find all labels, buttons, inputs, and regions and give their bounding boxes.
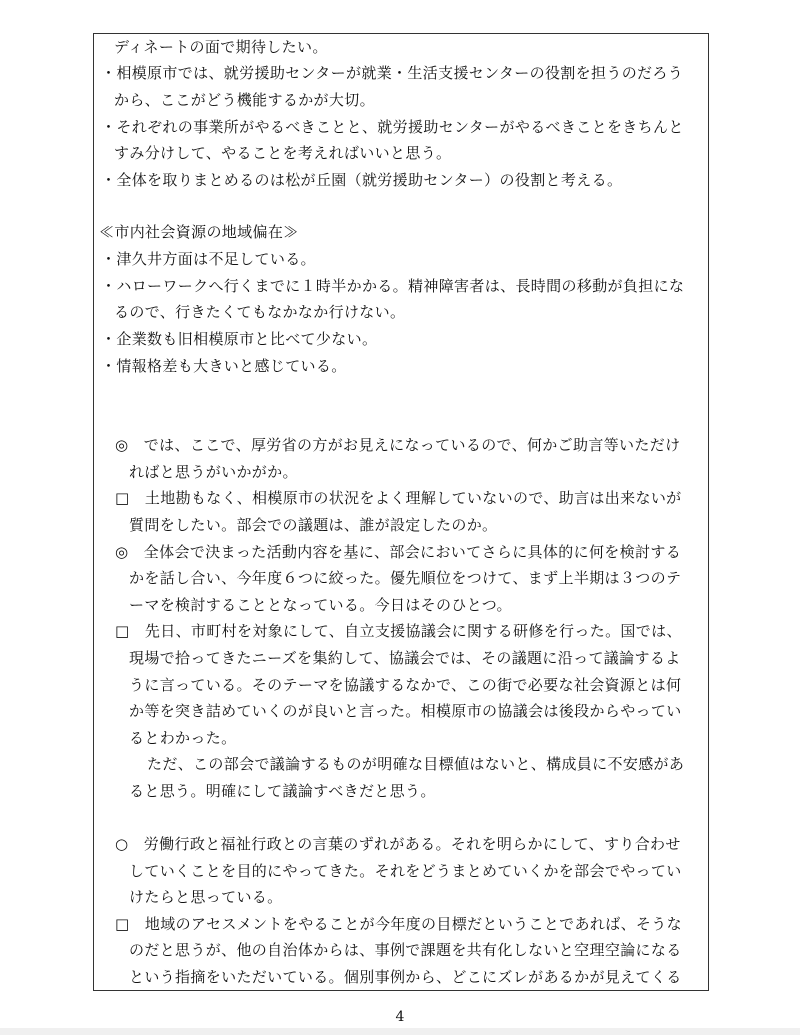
document-frame <box>93 33 709 991</box>
text-line: という指摘をいただいている。個別事例から、どこにズレがあるかが見えてくる <box>129 968 682 986</box>
text-line: ・相模原市では、就労援助センターが就業・生活支援センターの役割を担うのだろう <box>101 64 684 82</box>
text-line: ると思う。明確にして議論すべきだと思う。 <box>129 782 436 800</box>
text-line: ただ、この部会で議論するものが明確な目標値はないと、構成員に不安感があ <box>147 755 685 773</box>
text-line: ・全体を取りまとめるのは松が丘園（就労援助センター）の役割と考える。 <box>101 171 623 189</box>
text-line: かを話し合い、今年度６つに絞った。優先順位をつけて、まず上半期は３つのテ <box>129 569 682 587</box>
text-line: ○ 労働行政と福祉行政との言葉のずれがある。それを明らかにして、すり合わせ <box>115 835 681 853</box>
text-line: るとわかった。 <box>129 729 237 747</box>
text-line: か等を突き詰めていくのが良いと言った。相模原市の協議会は後段からやってい <box>129 702 682 720</box>
text-line: 質問をしたい。部会での議題は、誰が設定したのか。 <box>129 516 498 534</box>
text-line: □ 先日、市町村を対象にして、自立支援協議会に関する研修を行った。国では、 <box>115 622 682 640</box>
text-line: ・企業数も旧相模原市と比べて少ない。 <box>101 330 378 348</box>
text-line: ・津久井方面は不足している。 <box>101 250 316 268</box>
text-line: ◎ では、ここで、厚労省の方がお見えになっているので、何かご助言等いただけ <box>115 436 681 454</box>
text-line: のだと思うが、他の自治体からは、事例で課題を共有化しないと空理空論になる <box>129 941 682 959</box>
text-line: るので、行きたくてもなかなか行けない。 <box>114 303 406 321</box>
text-line: ーマを検討することとなっている。今日はそのひとつ。 <box>129 596 512 614</box>
text-line: ディネートの面で期待したい。 <box>114 38 328 56</box>
text-line: □ 土地勘もなく、相模原市の状況をよく理解していないので、助言は出来ないが <box>115 489 682 507</box>
text-line: すみ分けして、やることを考えればいいと思う。 <box>114 144 452 162</box>
text-line: ◎ 全体会で決まった活動内容を基に、部会においてさらに具体的に何を検討する <box>115 543 682 561</box>
text-line: □ 地域のアセスメントをやることが今年度の目標だということであれば、そうな <box>115 915 682 933</box>
text-line: から、ここがどう機能するかが大切。 <box>114 91 375 109</box>
text-line: ・それぞれの事業所がやるべきことと、就労援助センターがやるべきことをきちんと <box>101 118 684 136</box>
text-line: していくことを目的にやってきた。それをどうまとめていくかを部会でやってい <box>129 862 682 880</box>
page-number: 4 <box>395 1009 405 1025</box>
section-heading: ≪市内社会資源の地域偏在≫ <box>99 223 299 241</box>
text-line: ・ハローワークへ行くまでに１時半かかる。精神障害者は、長時間の移動が負担にな <box>101 277 685 295</box>
text-line: ・情報格差も大きいと感じている。 <box>101 357 347 375</box>
text-line: 現場で拾ってきたニーズを集約して、協議会では、その議題に沿って議論するよ <box>129 649 681 667</box>
text-line: けたらと思っている。 <box>129 888 283 906</box>
text-line: ればと思うがいかがか。 <box>129 463 298 481</box>
footer-band <box>0 1028 800 1035</box>
text-line: うに言っている。そのテーマを協議するなかで、この街で必要な社会資源とは何 <box>129 676 682 694</box>
